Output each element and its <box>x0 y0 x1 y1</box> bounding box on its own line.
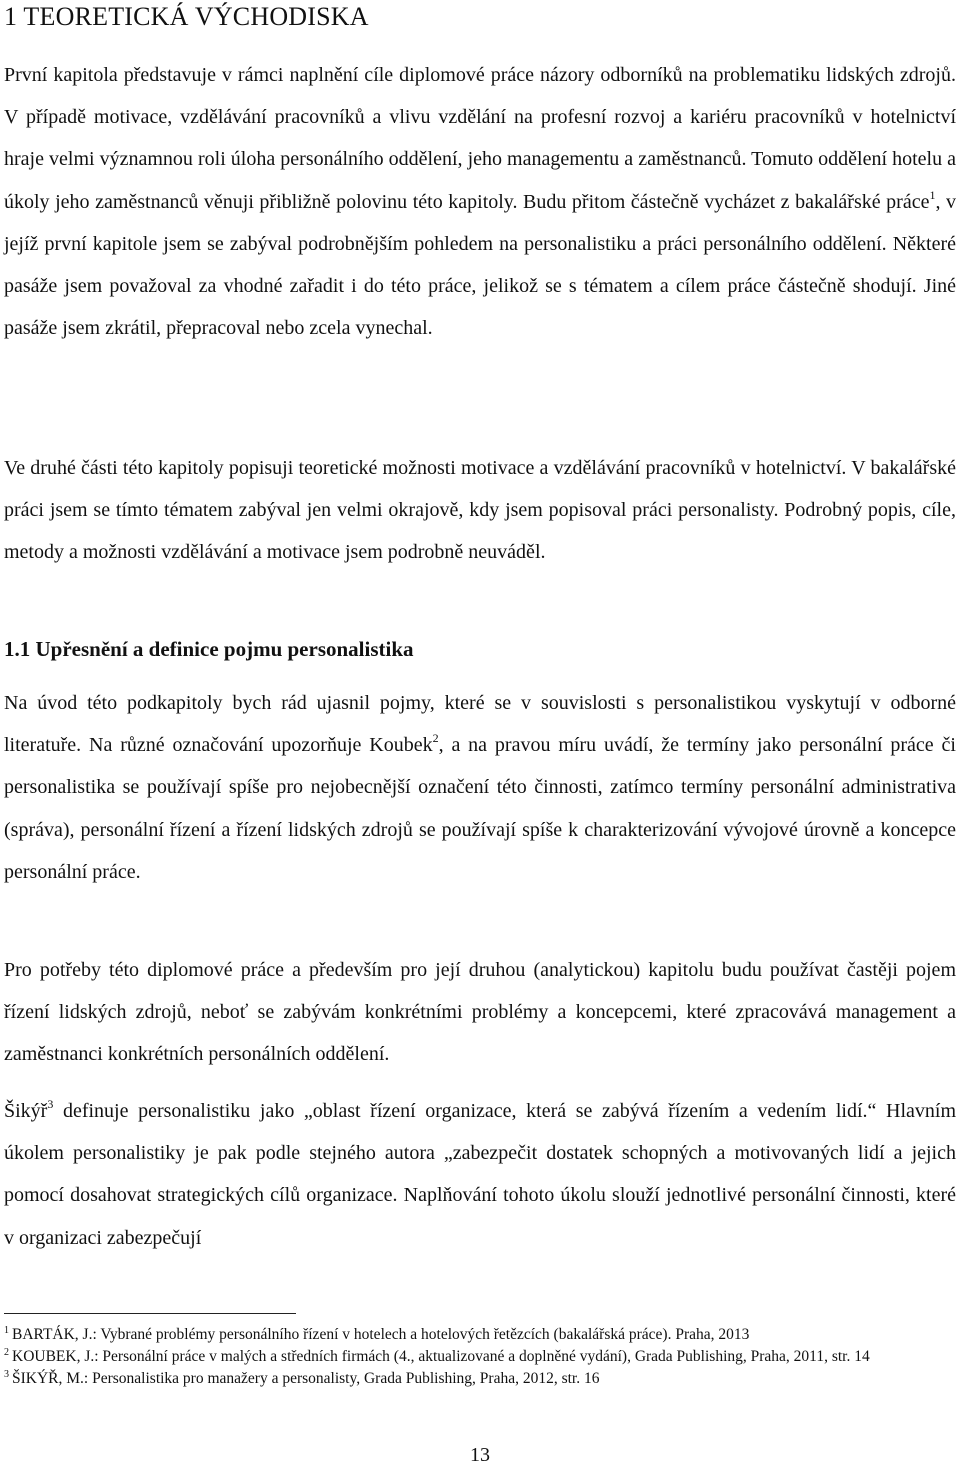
footnote-ref[interactable]: 3 <box>47 1097 54 1111</box>
footnote-text: KOUBEK, J.: Personální práce v malých a středních firmách (4., aktualizované a doplněné vydání), Grada Publishing, Praha, 2011, str. 14 <box>12 1348 870 1365</box>
paragraph-terms <box>4 682 956 893</box>
footnote-ref[interactable]: 2 <box>432 731 439 746</box>
section-heading: 1.1 Upřesnění a definice pojmu personalistika <box>4 637 414 661</box>
footnote <box>4 1324 956 1346</box>
footnote-number: 2 <box>4 1347 9 1358</box>
paragraph-text-continued: , a na pravou míru uvádí, že termíny jako personální práce či personalistika se používají spíše pro nejobecnější označení této činnosti, zatímco termíny personální administrativa (správa), personální řízení a řízení lidských zdrojů se používají spíše k charakterizování vývojové úrovně a koncepce personální práce. <box>4 734 956 883</box>
footnote <box>4 1368 956 1390</box>
paragraph-usage <box>4 949 956 1076</box>
paragraph-text: Šikýř <box>4 1100 48 1122</box>
paragraph-text: Ve druhé části této kapitoly popisuji teoretické možnosti motivace a vzdělávání pracovníků v hotelnictví. V bakalářské práci jsem se tímto tématem zabýval jen velmi okrajově, kdy jsem popisoval práci personalisty. Podrobný popis, cíle, metody a možnosti vzdělávání a motivace jsem podrobně neuváděl. <box>4 457 956 564</box>
paragraph-intro <box>4 54 956 349</box>
page-number: 13 <box>470 1444 490 1466</box>
paragraph-text-continued: definuje personalistiku jako „oblast řízení organizace, která se zabývá řízením a vedením lidí.“ Hlavním úkolem personalistiky je pak podle stejného autora „zabezpečit dostatek schopných a motivovaných lidí a jejich pomocí dosahovat strategických cílů organizace. Naplňování tohoto úkolu slouží jednotlivé personální činnosti, které v organizaci zabezpečují <box>4 1100 956 1249</box>
footnote-number: 1 <box>4 1325 9 1336</box>
paragraph-text: Na úvod této podkapitoly bych rád ujasnil pojmy, které se v souvislosti s personalistikou vyskytují v odborné literatuře. Na různé označování upozorňuje Koubek <box>4 692 956 757</box>
footnote-text: ŠIKÝŘ, M.: Personalistika pro manažery a personalisty, Grada Publishing, Praha, 2012, str. 16 <box>12 1370 600 1387</box>
footnote-number: 3 <box>4 1369 9 1380</box>
footnote-separator <box>4 1313 296 1314</box>
paragraph-text-continued: , v jejíž první kapitole jsem se zabýval podrobnějším pohledem na personalistiku a práci personálního oddělení. Některé pasáže jsem považoval za vhodné zařadit i do této práce, jelikož se s tématem a cílem práce částečně shodují. Jiné pasáže jsem zkrátil, přepracoval nebo zcela vynechal. <box>4 190 956 340</box>
footnote-ref[interactable]: 1 <box>929 187 936 202</box>
paragraph-text: První kapitola představuje v rámci naplnění cíle diplomové práce názory odborníků na problematiku lidských zdrojů. V případě motivace, vzdělávání pracovníků a vlivu vzdělání na profesní rozvoj a kariéru pracovníků v hotelnictví hraje velmi významnou roli úloha personálního oddělení, jeho managementu a zaměstnanců. Tomuto oddělení hotelu a úkoly jeho zaměstnanců věnuji přibližně polovinu této kapitoly. Budu přitom částečně vycházet z bakalářské práce <box>4 64 956 213</box>
paragraph-second-part <box>4 447 956 574</box>
footnote-text: BARTÁK, J.: Vybrané problémy personálního řízení v hotelech a hotelových řetězcích (bakalářská práce). Praha, 2013 <box>12 1326 750 1343</box>
paragraph-text: Pro potřeby této diplomové práce a především pro její druhou (analytickou) kapitolu budu používat častěji pojem řízení lidských zdrojů, neboť se zabývám konkrétními problémy a koncepcemi, které zpracovává management a zaměstnanci konkrétních personálních oddělení. <box>4 959 956 1066</box>
footnote <box>4 1346 956 1368</box>
paragraph-definition <box>4 1090 956 1259</box>
chapter-heading: 1 TEORETICKÁ VÝCHODISKA <box>4 2 369 31</box>
footnotes <box>4 1324 956 1390</box>
